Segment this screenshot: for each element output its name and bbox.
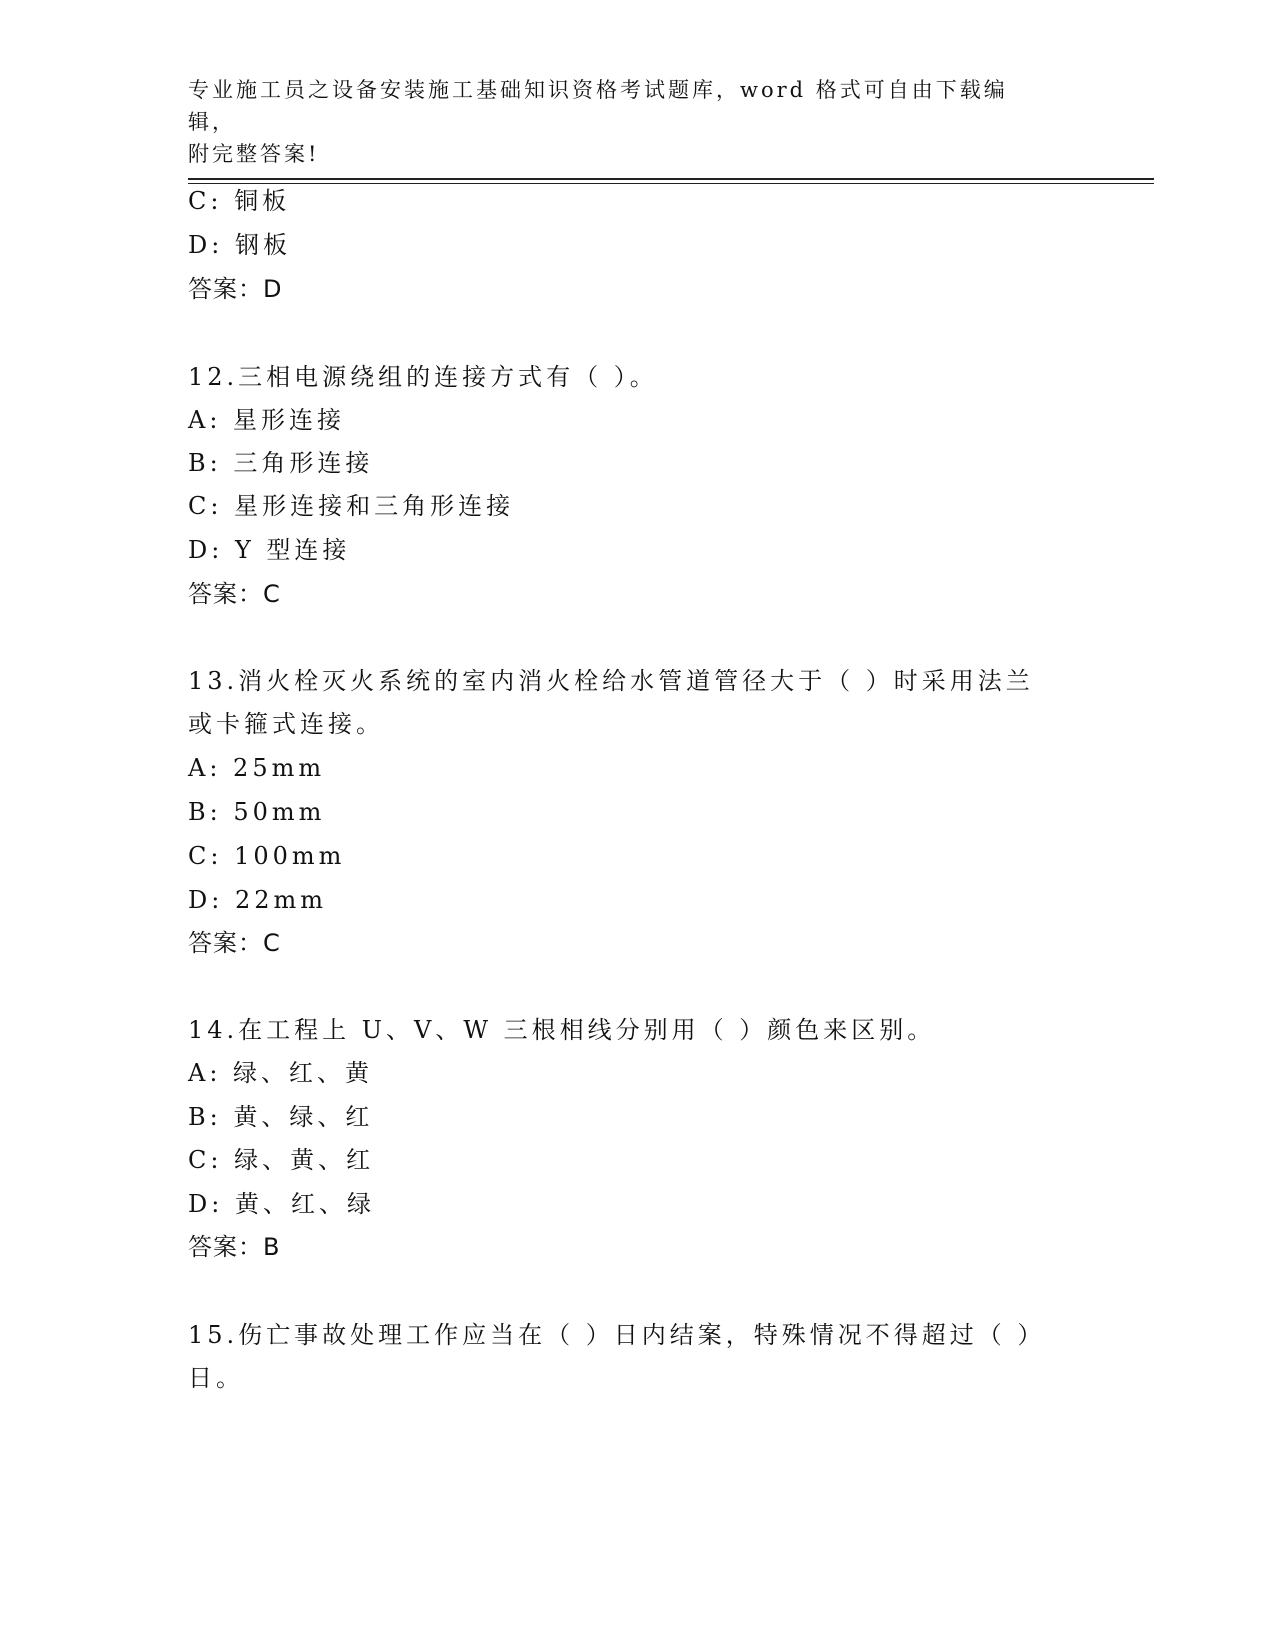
q14-stem: 14.在工程上 U、V、W 三根相线分别用（ ）颜色来区别。 <box>188 1016 936 1044</box>
q14-option-b: B: 黄、绿、红 <box>188 1103 374 1131</box>
q13-stem-line-2: 或卡箍式连接。 <box>188 710 384 738</box>
q13-answer: 答案：C <box>188 929 281 957</box>
q12-option-c: C: 星形连接和三角形连接 <box>188 492 515 520</box>
q13-option-d: D: 22mm <box>188 886 328 914</box>
q15-stem-line-2: 日。 <box>188 1364 244 1392</box>
q12-option-a: A: 星形连接 <box>188 406 346 434</box>
header-line-1: 专业施工员之设备安装施工基础知识资格考试题库，word 格式可自由下载编辑， <box>188 78 1008 134</box>
q13-option-c: C: 100mm <box>188 842 346 870</box>
q11-option-d: D: 钢板 <box>188 231 291 259</box>
q13-option-a: A: 25mm <box>188 754 326 782</box>
q14-option-c: C: 绿、黄、红 <box>188 1146 375 1174</box>
q13-stem-line-1: 13.消火栓灭火系统的室内消火栓给水管道管径大于（ ）时采用法兰 <box>188 667 1034 695</box>
header-divider-thick <box>188 178 1154 180</box>
document-page <box>188 0 1188 1650</box>
header-line-2: 附完整答案! <box>188 142 320 166</box>
q14-answer: 答案：B <box>188 1233 281 1261</box>
document-header <box>188 74 1048 170</box>
q12-option-b: B: 三角形连接 <box>188 449 374 477</box>
q12-answer: 答案：C <box>188 580 281 608</box>
q15-stem-line-1: 15.伤亡事故处理工作应当在（ ）日内结案，特殊情况不得超过（ ） <box>188 1321 1046 1349</box>
q14-option-d: D: 黄、红、绿 <box>188 1190 375 1218</box>
header-divider-thin <box>188 183 1154 184</box>
q14-option-a: A: 绿、红、黄 <box>188 1059 374 1087</box>
q12-option-d: D: Y 型连接 <box>188 536 351 564</box>
q12-stem: 12.三相电源绕组的连接方式有（ ）。 <box>188 363 658 391</box>
q13-option-b: B: 50mm <box>188 798 326 826</box>
q11-answer: 答案：D <box>188 275 283 303</box>
q11-option-c: C: 铜板 <box>188 187 291 215</box>
